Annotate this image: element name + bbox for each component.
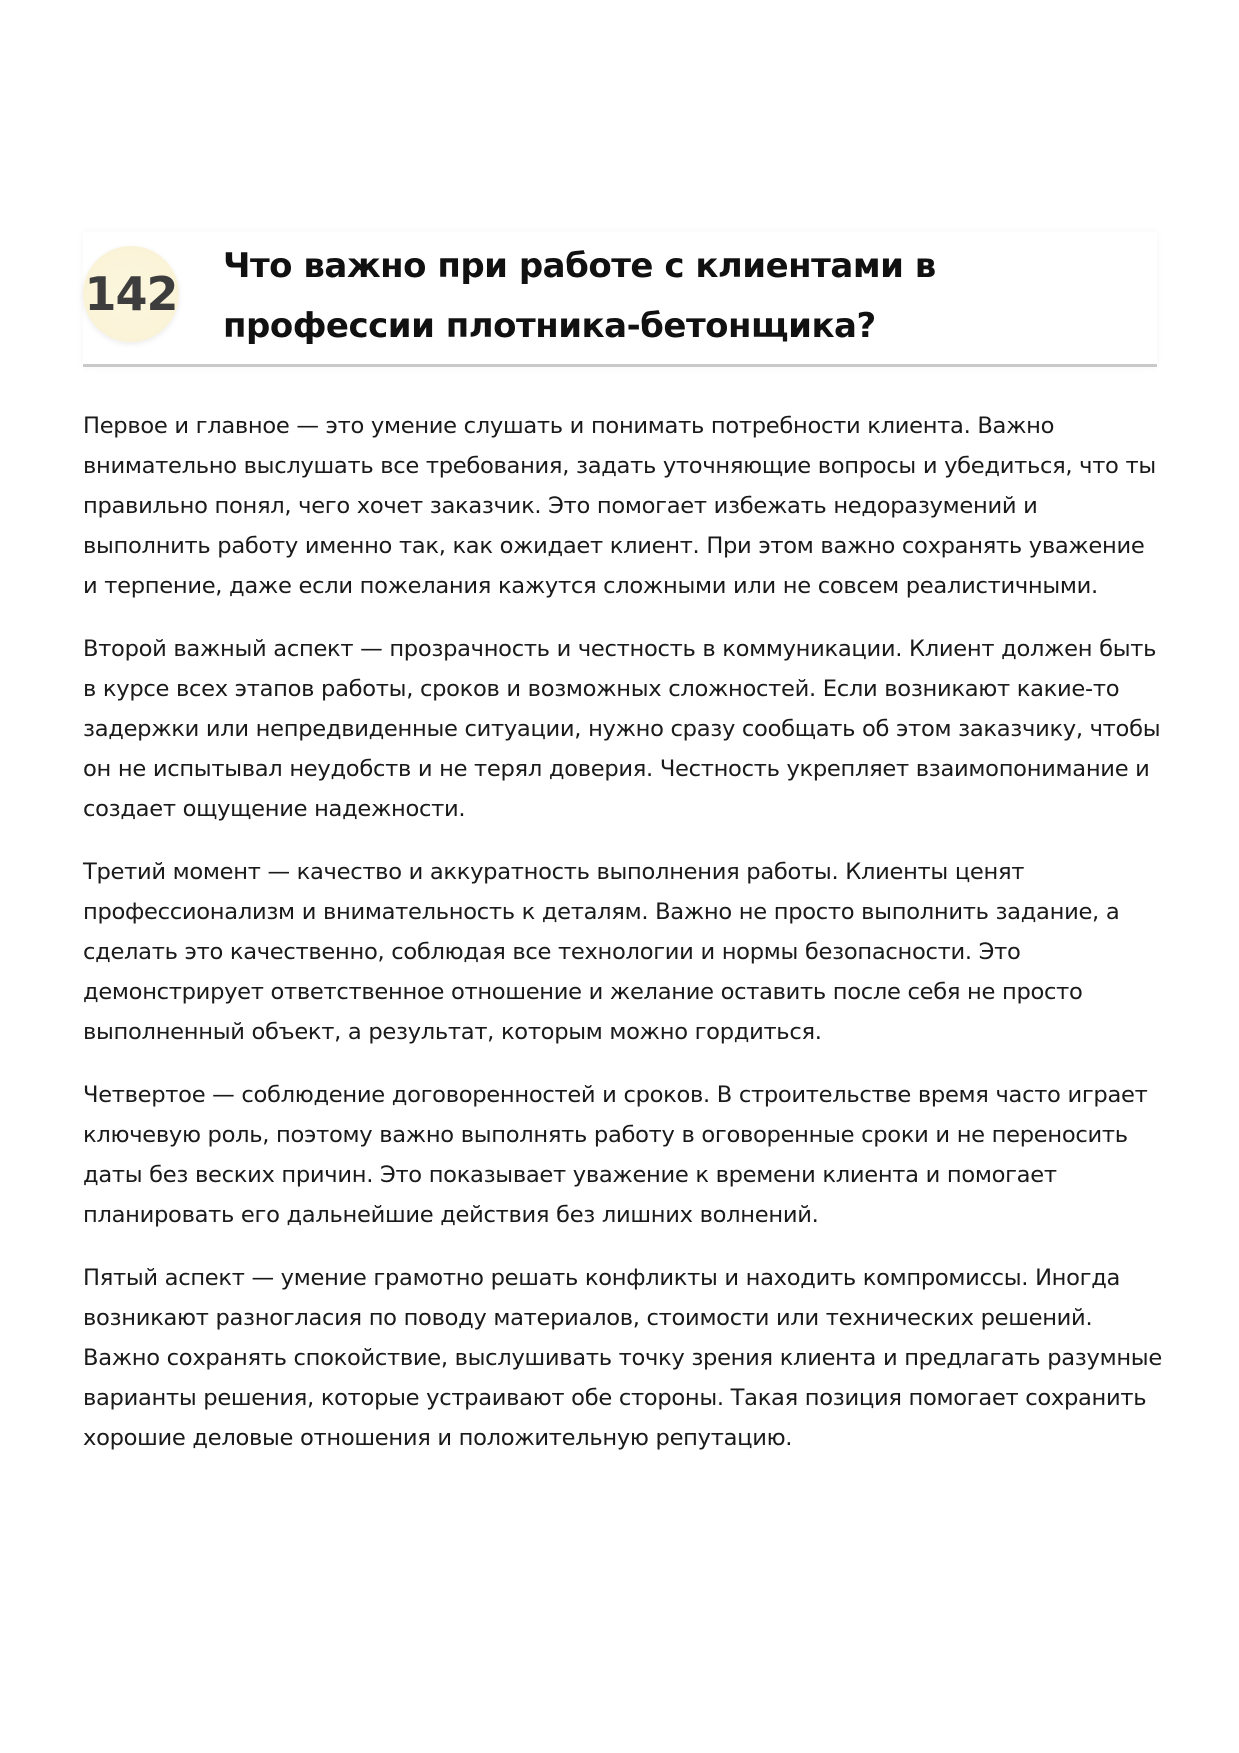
answer-body bbox=[83, 406, 1163, 1481]
answer-paragraph: Второй важный аспект — прозрачность и честность в коммуникации. Клиент должен быть в курсе всех этапов работы, сроков и возможных сложностей. Если возникают какие-то задержки или непредвиденные ситуации, нужно сразу сообщать об этом заказчику, чтобы он не испытывал неудобств и не терял доверия. Честность укрепляет взаимопонимание и создает ощущение надежности. bbox=[83, 636, 1161, 822]
question-number-badge bbox=[83, 246, 179, 342]
question-number: 142 bbox=[84, 267, 178, 321]
answer-paragraph: Первое и главное — это умение слушать и понимать потребности клиента. Важно внимательно выслушать все требования, задать уточняющие вопросы и убедиться, что ты правильно понял, чего хочет заказчик. Это помогает избежать недоразумений и выполнить работу именно так, как ожидает клиент. При этом важно сохранять уважение и терпение, даже если пожелания кажутся сложными или не совсем реалистичными. bbox=[83, 413, 1156, 599]
answer-paragraph: Третий момент — качество и аккуратность выполнения работы. Клиенты ценят профессионализм и внимательность к деталям. Важно не просто выполнить задание, а сделать это качественно, соблюдая все технологии и нормы безопасности. Это демонстрирует ответственное отношение и желание оставить после себя не просто выполненный объект, а результат, которым можно гордиться. bbox=[83, 859, 1120, 1045]
answer-paragraph: Четвертое — соблюдение договоренностей и сроков. В строительстве время часто играет ключевую роль, поэтому важно выполнять работу в оговоренные сроки и не переносить даты без веских причин. Это показывает уважение к времени клиента и помогает планировать его дальнейшие действия без лишних волнений. bbox=[83, 1082, 1148, 1228]
question-title: Что важно при работе с клиентами в профессии плотника-бетонщика? bbox=[223, 246, 936, 346]
question-header bbox=[83, 232, 1157, 367]
answer-paragraph: Пятый аспект — умение грамотно решать конфликты и находить компромиссы. Иногда возникают разногласия по поводу материалов, стоимости или технических решений. Важно сохранять спокойствие, выслушивать точку зрения клиента и предлагать разумные варианты решения, которые устраивают обе стороны. Такая позиция помогает сохранить хорошие деловые отношения и положительную репутацию. bbox=[83, 1265, 1162, 1451]
